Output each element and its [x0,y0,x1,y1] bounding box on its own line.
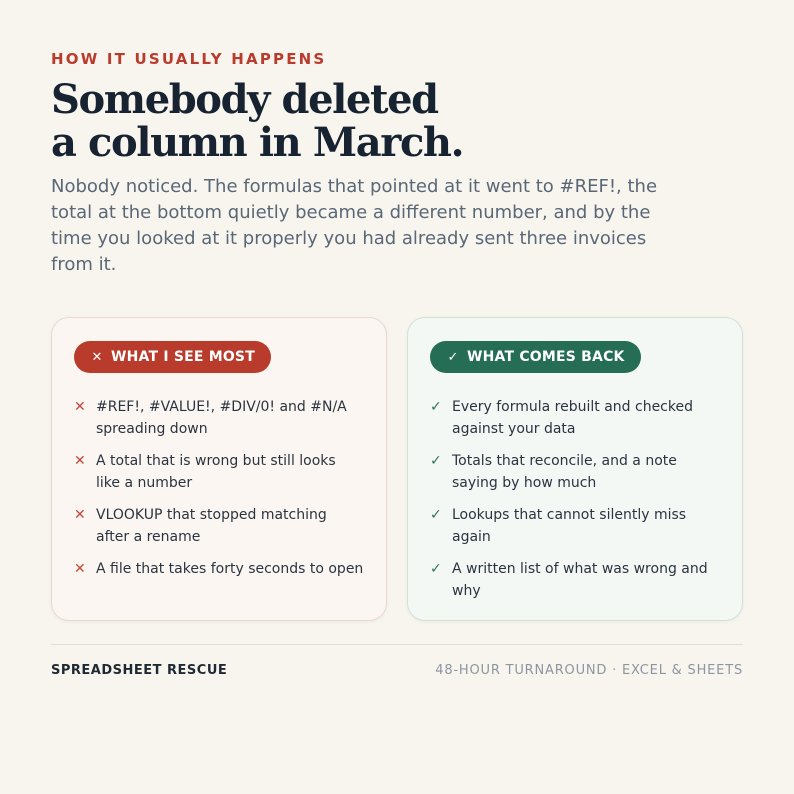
check-icon: ✓ [430,507,442,523]
footer-tagline: 48-HOUR TURNAROUND · EXCEL & SHEETS [435,663,743,678]
list-item-text: A total that is wrong but still looks like a number [96,453,336,491]
problems-card [51,317,387,621]
check-icon: ✓ [430,561,442,577]
list-item [430,504,720,548]
list-item [74,396,364,440]
close-icon: ✕ [74,507,86,523]
list-item-text: Every formula rebuilt and checked against your data [452,399,693,437]
list-item-text: VLOOKUP that stopped matching after a rename [96,507,327,545]
close-icon: ✕ [74,561,86,577]
check-icon: ✓ [430,453,442,469]
list-item [430,450,720,494]
results-badge-label: WHAT COMES BACK [467,349,625,365]
page-title: Somebody deleted a column in March. [51,76,464,166]
list-item-text: A written list of what was wrong and why [452,561,708,599]
comparison-cards [51,317,743,621]
close-icon: ✕ [74,399,86,415]
check-icon: ✓ [430,399,442,415]
results-list [430,396,720,602]
intro-paragraph: Nobody noticed. The formulas that pointed at it went to #REF!, the total at the bottom quietly became a different number, and by the time you looked at it properly you had already sent three invoices from it. [51,176,658,275]
list-item [74,558,364,580]
results-badge [430,341,641,373]
list-item-text: Totals that reconcile, and a note saying by how much [452,453,677,491]
close-icon: ✕ [74,453,86,469]
problems-list [74,396,364,580]
list-item [74,450,364,494]
close-icon: ✕ [91,349,103,365]
problems-badge [74,341,271,373]
list-item-text: #REF!, #VALUE!, #DIV/0! and #N/A spreading down [96,399,347,437]
eyebrow-label: HOW IT USUALLY HAPPENS [51,50,327,68]
list-item [74,504,364,548]
results-card [407,317,743,621]
footer-divider [51,644,743,645]
list-item-text: Lookups that cannot silently miss again [452,507,687,545]
check-icon: ✓ [447,349,459,365]
problems-badge-label: WHAT I SEE MOST [111,349,255,365]
list-item-text: A file that takes forty seconds to open [96,561,364,577]
list-item [430,396,720,440]
list-item [430,558,720,602]
footer-brand: SPREADSHEET RESCUE [51,663,228,678]
